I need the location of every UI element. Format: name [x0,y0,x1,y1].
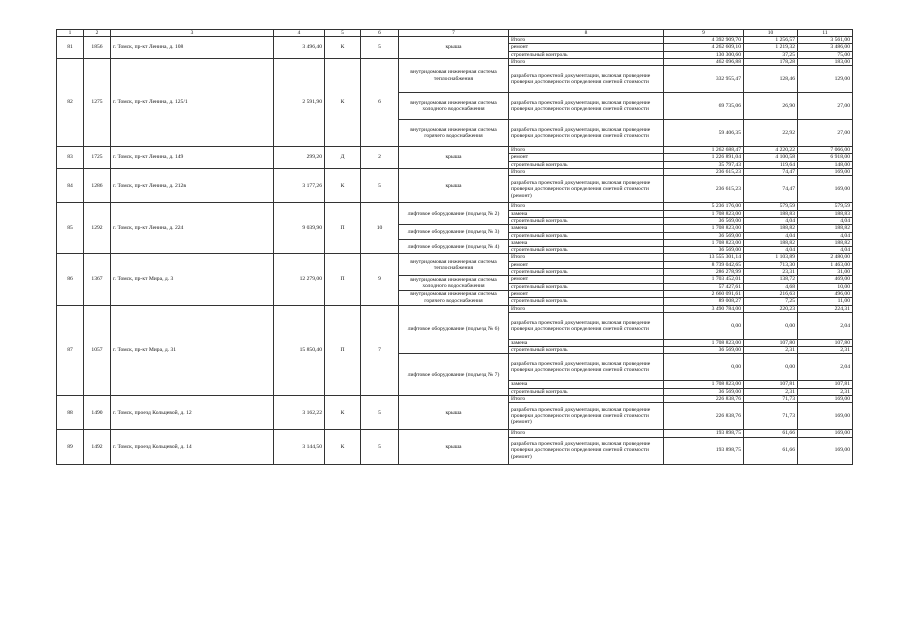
system-name: крыша [399,169,509,203]
cost-value: 59 406,35 [664,120,744,147]
limit-cost-value: 4,04 [798,247,853,254]
limit-cost-value: 6 918,00 [798,154,853,161]
register-sheet [56,29,853,465]
row-number: 88 [57,396,84,430]
column-number-9: 9 [664,30,744,37]
limit-cost-value: 579,59 [798,203,853,210]
system-name: внутридомовая инженерная система теплоснабжения [399,254,509,276]
cost-value: 1 262 688,47 [664,147,744,154]
house-type: К [325,169,361,203]
cost-value: 226 838,76 [664,403,744,430]
cost-value: 57 427,61 [664,283,744,290]
table-row [57,37,853,44]
house-type: П [325,254,361,305]
row-number: 86 [57,254,84,305]
unit-cost-value: 0,00 [744,312,798,339]
limit-cost-value: 169,00 [798,176,853,203]
cost-value: 69 735,06 [664,93,744,120]
unit-cost-value: 71,73 [744,396,798,403]
row-number: 85 [57,203,84,254]
cost-value: 1 708 823,00 [664,210,744,217]
system-name: лифтовое оборудование (подъезд № 3) [399,225,509,240]
limit-cost-value: 2 480,00 [798,254,853,261]
area-value: 15 850,40 [274,305,325,395]
cost-value: 4 262 609,10 [664,44,744,51]
work-type: разработка проектной документации, включая проведение проверки достоверности определения сметной стоимости (ремонт) [509,403,664,430]
unit-cost-value: 74,47 [744,176,798,203]
cost-value: 36 569,00 [664,347,744,354]
unit-cost-value: 579,59 [744,203,798,210]
work-type: ремонт [509,261,664,268]
unit-cost-value: 61,66 [744,430,798,437]
column-number-3: 3 [111,30,274,37]
cost-value: 193 898,75 [664,437,744,464]
work-type: строительный контроль [509,51,664,58]
unit-cost-value: 1 256,57 [744,37,798,44]
cost-value: 1 703 452,01 [664,276,744,283]
cost-value: 36 569,00 [664,388,744,395]
unit-cost-value: 107,81 [744,381,798,388]
work-type: Итого [509,305,664,312]
limit-cost-value: 2,04 [798,312,853,339]
house-id: 1286 [84,169,111,203]
work-type: разработка проектной документации, включая проведение проверки достоверности определения сметной стоимости (ремонт) [509,176,664,203]
work-type: разработка проектной документации, включая проведение проверки достоверности определения сметной стоимости [509,120,664,147]
row-number: 82 [57,58,84,146]
area-value: 12 279,00 [274,254,325,305]
work-type: Итого [509,203,664,210]
limit-cost-value: 10,00 [798,283,853,290]
unit-cost-value: 61,66 [744,437,798,464]
limit-cost-value: 4,04 [798,232,853,239]
limit-cost-value: 2,31 [798,347,853,354]
column-number-2: 2 [84,30,111,37]
work-type: замена [509,339,664,346]
unit-cost-value: 4,04 [744,217,798,224]
limit-cost-value: 107,80 [798,339,853,346]
unit-cost-value: 74,47 [744,169,798,176]
work-type: Итого [509,430,664,437]
work-type: строительный контроль [509,232,664,239]
unit-cost-value: 4 100,58 [744,154,798,161]
limit-cost-value: 188,82 [798,239,853,246]
cost-value: 193 898,75 [664,430,744,437]
work-type: ремонт [509,276,664,283]
floor-count: 10 [361,203,399,254]
row-number: 89 [57,430,84,464]
limit-cost-value: 107,81 [798,381,853,388]
floor-count: 5 [361,396,399,430]
house-id: 1367 [84,254,111,305]
cost-value: 35 797,43 [664,161,744,168]
floor-count: 9 [361,254,399,305]
system-name: внутридомовая инженерная система теплоснабжения [399,58,509,92]
column-number-1: 1 [57,30,84,37]
limit-cost-value: 169,00 [798,169,853,176]
cost-value: 1 226 891,04 [664,154,744,161]
table-row [57,58,853,65]
floor-count: 6 [361,58,399,146]
row-number: 84 [57,169,84,203]
work-type: строительный контроль [509,347,664,354]
table-row [57,430,853,437]
work-type: замена [509,225,664,232]
limit-cost-value: 31,00 [798,269,853,276]
cost-value: 332 955,47 [664,66,744,93]
unit-cost-value: 0,00 [744,354,798,381]
work-type: Итого [509,254,664,261]
area-value: 3 144,50 [274,430,325,464]
unit-cost-value: 71,73 [744,403,798,430]
unit-cost-value: 178,28 [744,58,798,65]
cost-value: 5 236 176,00 [664,203,744,210]
row-number: 87 [57,305,84,395]
unit-cost-value: 216,63 [744,290,798,297]
cost-value: 226 838,76 [664,396,744,403]
floor-count: 7 [361,305,399,395]
area-value: 9 039,90 [274,203,325,254]
work-type: замена [509,381,664,388]
unit-cost-value: 2,31 [744,388,798,395]
limit-cost-value: 183,00 [798,58,853,65]
area-value: 2 591,90 [274,58,325,146]
column-number-7: 7 [399,30,509,37]
table-row [57,396,853,403]
unit-cost-value: 4,68 [744,283,798,290]
work-type: строительный контроль [509,388,664,395]
cost-value: 236 615,23 [664,169,744,176]
work-type: строительный контроль [509,283,664,290]
house-id: 1275 [84,58,111,146]
work-type: разработка проектной документации, включая проведение проверки достоверности определения сметной стоимости (ремонт) [509,437,664,464]
house-type: П [325,305,361,395]
cost-value: 236 615,23 [664,176,744,203]
cost-value: 462 096,88 [664,58,744,65]
unit-cost-value: 220,23 [744,305,798,312]
cost-value: 1 708 823,00 [664,239,744,246]
column-number-4: 4 [274,30,325,37]
work-type: Итого [509,37,664,44]
area-value: 3 162,22 [274,396,325,430]
system-name: крыша [399,37,509,59]
table-row [57,203,853,210]
unit-cost-value: 1 219,32 [744,44,798,51]
work-type: ремонт [509,290,664,297]
header-row [57,30,853,37]
floor-count: 5 [361,430,399,464]
work-type: строительный контроль [509,161,664,168]
cost-value: 1 708 823,00 [664,225,744,232]
house-id: 1057 [84,305,111,395]
cost-value: 3 490 784,00 [664,305,744,312]
unit-cost-value: 713,30 [744,261,798,268]
unit-cost-value: 23,31 [744,269,798,276]
unit-cost-value: 138,72 [744,276,798,283]
limit-cost-value: 2,31 [798,388,853,395]
work-type: замена [509,210,664,217]
column-number-5: 5 [325,30,361,37]
unit-cost-value: 2,31 [744,347,798,354]
system-name: лифтовое оборудование (подъезд № 6) [399,305,509,354]
table-row [57,254,853,261]
limit-cost-value: 469,00 [798,276,853,283]
system-name: лифтовое оборудование (подъезд № 7) [399,354,509,396]
address: г. Томск, пр-кт Мира, д. 3 [111,254,274,305]
work-type: замена [509,239,664,246]
unit-cost-value: 119,64 [744,161,798,168]
limit-cost-value: 188,82 [798,225,853,232]
unit-cost-value: 26,90 [744,93,798,120]
unit-cost-value: 1 103,89 [744,254,798,261]
limit-cost-value: 7 066,00 [798,147,853,154]
unit-cost-value: 4 220,22 [744,147,798,154]
unit-cost-value: 188,82 [744,225,798,232]
house-id: 1856 [84,37,111,59]
work-type: разработка проектной документации, включая проведение проверки достоверности определения сметной стоимости [509,312,664,339]
unit-cost-value: 107,80 [744,339,798,346]
limit-cost-value: 496,00 [798,290,853,297]
cost-value: 1 708 823,00 [664,381,744,388]
limit-cost-value: 169,00 [798,396,853,403]
address: г. Томск, пр-кт Ленина, д. 125/1 [111,58,274,146]
house-type: К [325,430,361,464]
house-id: 1292 [84,203,111,254]
limit-cost-value: 75,00 [798,51,853,58]
row-number: 81 [57,37,84,59]
cost-value: 1 708 823,00 [664,339,744,346]
limit-cost-value: 169,00 [798,430,853,437]
address: г. Томск, пр-кт Ленина, д. 108 [111,37,274,59]
address: г. Томск, пр-кт Ленина, д. 212в [111,169,274,203]
cost-value: 89 008,27 [664,298,744,305]
unit-cost-value: 7,25 [744,298,798,305]
limit-cost-value: 4,04 [798,217,853,224]
system-name: лифтовое оборудование (подъезд № 2) [399,203,509,225]
work-type: строительный контроль [509,217,664,224]
unit-cost-value: 188,83 [744,210,798,217]
unit-cost-value: 188,82 [744,239,798,246]
cost-value: 36 569,00 [664,217,744,224]
address: г. Томск, пр-кт Ленина, д. 149 [111,147,274,169]
work-type: разработка проектной документации, включая проведение проверки достоверности определения сметной стоимости [509,93,664,120]
system-name: внутридомовая инженерная система горячего водоснабжения [399,120,509,147]
unit-cost-value: 37,25 [744,51,798,58]
area-value: 3 177,26 [274,169,325,203]
house-type: П [325,203,361,254]
cost-value: 0,00 [664,354,744,381]
column-number-6: 6 [361,30,399,37]
address: г. Томск, проезд Кольцевой, д. 12 [111,396,274,430]
work-type: строительный контроль [509,269,664,276]
work-type: ремонт [509,44,664,51]
cost-value: 4 392 909,70 [664,37,744,44]
address: г. Томск, пр-кт Ленина, д. 224 [111,203,274,254]
cost-value: 130 300,60 [664,51,744,58]
area-value: 3 496,40 [274,37,325,59]
limit-cost-value: 3 486,00 [798,44,853,51]
cost-value: 0,00 [664,312,744,339]
work-type: Итого [509,169,664,176]
limit-cost-value: 169,00 [798,403,853,430]
address: г. Томск, пр-кт Мира, д. 31 [111,305,274,395]
work-type: Итого [509,58,664,65]
system-name: крыша [399,147,509,169]
address: г. Томск, проезд Кольцевой, д. 14 [111,430,274,464]
table-row [57,305,853,312]
limit-cost-value: 2,04 [798,354,853,381]
limit-cost-value: 3 561,00 [798,37,853,44]
cost-value: 2 660 091,61 [664,290,744,297]
unit-cost-value: 4,04 [744,247,798,254]
system-name: крыша [399,396,509,430]
cost-value: 286 278,99 [664,269,744,276]
work-type: разработка проектной документации, включая проведение проверки достоверности определения сметной стоимости [509,66,664,93]
system-name: лифтовое оборудование (подъезд № 4) [399,239,509,254]
cost-value: 36 569,00 [664,232,744,239]
column-number-11: 11 [798,30,853,37]
unit-cost-value: 128,46 [744,66,798,93]
house-type: К [325,58,361,146]
house-id: 1725 [84,147,111,169]
system-name: внутридомовая инженерная система холодного водоснабжения [399,93,509,120]
limit-cost-value: 11,00 [798,298,853,305]
system-name: внутридомовая инженерная система горячего водоснабжения [399,290,509,305]
limit-cost-value: 27,00 [798,93,853,120]
work-type: строительный контроль [509,298,664,305]
work-type: Итого [509,396,664,403]
house-type: К [325,37,361,59]
limit-cost-value: 129,00 [798,66,853,93]
cost-value: 13 555 301,14 [664,254,744,261]
floor-count: 5 [361,169,399,203]
capital-repair-table [56,29,853,465]
system-name: крыша [399,430,509,464]
limit-cost-value: 27,00 [798,120,853,147]
work-type: разработка проектной документации, включая проведение проверки достоверности определения сметной стоимости [509,354,664,381]
floor-count: 5 [361,37,399,59]
limit-cost-value: 169,00 [798,437,853,464]
work-type: Итого [509,147,664,154]
floor-count: 2 [361,147,399,169]
row-number: 83 [57,147,84,169]
limit-cost-value: 1 463,00 [798,261,853,268]
house-type: Д [325,147,361,169]
column-number-10: 10 [744,30,798,37]
house-id: 1492 [84,430,111,464]
table-row [57,147,853,154]
house-id: 1490 [84,396,111,430]
column-number-8: 8 [509,30,664,37]
cost-value: 8 739 042,65 [664,261,744,268]
limit-cost-value: 148,00 [798,161,853,168]
limit-cost-value: 188,83 [798,210,853,217]
system-name: внутридомовая инженерная система холодного водоснабжения [399,276,509,291]
work-type: ремонт [509,154,664,161]
work-type: строительный контроль [509,247,664,254]
limit-cost-value: 224,31 [798,305,853,312]
unit-cost-value: 4,04 [744,232,798,239]
unit-cost-value: 22,92 [744,120,798,147]
house-type: К [325,396,361,430]
cost-value: 36 569,00 [664,247,744,254]
area-value: 299,20 [274,147,325,169]
table-row [57,169,853,176]
